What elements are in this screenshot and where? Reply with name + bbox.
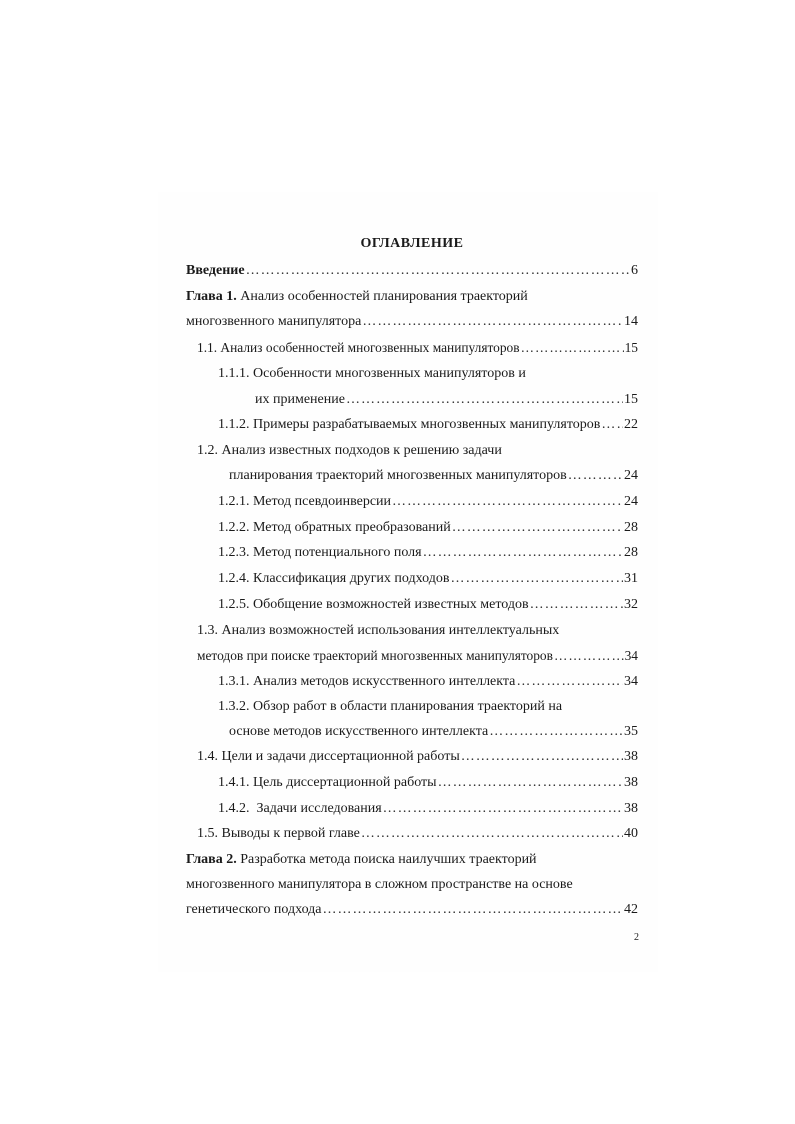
toc-entry[interactable] xyxy=(218,775,638,793)
toc-label: 1.2.2. Метод обратных преобразований xyxy=(218,520,451,535)
toc-entry[interactable] xyxy=(229,468,638,486)
dot-leader xyxy=(568,468,623,484)
toc-label: методов при поиске траекторий многозвенных манипуляторов xyxy=(197,648,553,663)
toc-label: 1.4.1. Цель диссертационной работы xyxy=(218,775,437,790)
toc-page: 15 xyxy=(624,392,638,407)
toc-entry[interactable] xyxy=(218,545,638,563)
toc-page: 38 xyxy=(624,801,638,816)
toc-entry[interactable] xyxy=(218,520,638,538)
toc-label: 1.2.5. Обобщение возможностей известных методов xyxy=(218,597,529,612)
toc-label: 1.3.2. Обзор работ в области планирования траекторий на xyxy=(218,699,563,714)
toc-label: основе методов искусственного интеллекта xyxy=(229,724,489,739)
dot-leader xyxy=(246,263,630,279)
dot-leader xyxy=(362,314,623,330)
toc-page: 32 xyxy=(624,597,638,612)
toc-label: 1.2.4. Классификация других подходов xyxy=(218,571,450,586)
toc-chapter-heading[interactable] xyxy=(186,289,638,307)
page-title: ОГЛАВЛЕНИЕ xyxy=(360,236,464,251)
toc-entry[interactable] xyxy=(197,340,638,358)
toc-entry[interactable] xyxy=(197,749,638,767)
toc-entry[interactable] xyxy=(218,366,638,384)
toc-page: 15 xyxy=(624,340,638,355)
toc-page: 28 xyxy=(624,545,638,560)
toc-label: планирования траекторий многозвенных манипуляторов xyxy=(229,468,567,483)
toc-page: 40 xyxy=(624,826,638,841)
toc-page: 34 xyxy=(624,674,638,689)
toc-entry[interactable] xyxy=(197,648,638,666)
toc-label: 1.3. Анализ возможностей использования интеллектуальных xyxy=(197,623,560,638)
toc-label: многозвенного манипулятора xyxy=(186,314,362,329)
toc-label: Введение xyxy=(186,263,245,278)
toc-page: 24 xyxy=(624,468,638,483)
toc-page: 6 xyxy=(631,263,638,278)
chapter-number: Глава 2. xyxy=(186,852,237,867)
dot-leader xyxy=(392,494,623,510)
dot-leader xyxy=(489,724,623,740)
toc-label: Разработка метода поиска наилучших траекторий xyxy=(236,852,537,867)
toc-entry[interactable] xyxy=(197,623,638,641)
toc-entry[interactable] xyxy=(218,801,638,819)
toc-entry[interactable] xyxy=(255,392,638,410)
toc-page: 31 xyxy=(624,571,638,586)
chapter-number: Глава 1. xyxy=(186,289,237,304)
toc-entry[interactable] xyxy=(218,417,638,435)
toc-entry[interactable] xyxy=(186,263,638,281)
toc-label: 1.2.3. Метод потенциального поля xyxy=(218,545,422,560)
toc-entry[interactable] xyxy=(218,674,638,692)
dot-leader xyxy=(554,648,624,664)
toc-page: 38 xyxy=(624,775,638,790)
toc-entry[interactable] xyxy=(218,571,638,589)
toc-label: их применение xyxy=(255,392,345,407)
toc-label: 1.1. Анализ особенностей многозвенных манипуляторов xyxy=(197,340,520,355)
toc-page: 24 xyxy=(624,494,638,509)
dot-leader xyxy=(516,674,623,690)
toc-entry[interactable] xyxy=(186,314,638,332)
dot-leader xyxy=(346,392,623,408)
toc-entry[interactable] xyxy=(197,826,638,844)
dot-leader xyxy=(361,826,623,842)
toc-page: 14 xyxy=(624,314,638,329)
toc-page: 34 xyxy=(624,648,638,663)
toc-label: 1.1.1. Особенности многозвенных манипуляторов и xyxy=(218,366,526,381)
toc-entry[interactable] xyxy=(186,902,638,920)
toc-label: 1.2.1. Метод псевдоинверсии xyxy=(218,494,392,509)
toc-label: 1.5. Выводы к первой главе xyxy=(197,826,360,841)
toc-entry[interactable] xyxy=(218,699,638,717)
toc-label: многозвенного манипулятора в сложном пространстве на основе xyxy=(186,877,573,892)
toc-entry[interactable] xyxy=(229,724,638,742)
toc-label: 1.4.2. Задачи исследования xyxy=(218,801,382,816)
dot-leader xyxy=(521,340,624,356)
toc-entry[interactable] xyxy=(218,494,638,512)
toc-label: 1.1.2. Примеры разрабатываемых многозвенных манипуляторов xyxy=(218,417,601,432)
dot-leader xyxy=(461,749,623,765)
toc-chapter-heading[interactable] xyxy=(186,852,638,870)
toc-label: 1.2. Анализ известных подходов к решению задачи xyxy=(197,443,502,458)
dot-leader xyxy=(530,597,623,613)
dot-leader xyxy=(438,775,623,791)
toc-page: 42 xyxy=(624,902,638,917)
toc-page: 38 xyxy=(624,749,638,764)
toc-label: 1.3.1. Анализ методов искусственного интеллекта xyxy=(218,674,516,689)
toc-label: Анализ особенностей планирования траекторий xyxy=(236,289,528,304)
dot-leader xyxy=(601,417,623,433)
page-number: 2 xyxy=(634,932,639,943)
toc-entry[interactable] xyxy=(218,597,638,615)
toc-page: 28 xyxy=(624,520,638,535)
dot-leader xyxy=(323,902,623,918)
dot-leader xyxy=(423,545,623,561)
toc-page: 22 xyxy=(624,417,638,432)
dot-leader xyxy=(450,571,623,587)
toc-page: 35 xyxy=(624,724,638,739)
toc-label: 1.4. Цели и задачи диссертационной работы xyxy=(197,749,460,764)
dot-leader xyxy=(383,801,623,817)
toc-entry[interactable] xyxy=(186,877,638,895)
toc-label: генетического подхода xyxy=(186,902,322,917)
dot-leader xyxy=(452,520,623,536)
toc-entry[interactable] xyxy=(197,443,638,461)
